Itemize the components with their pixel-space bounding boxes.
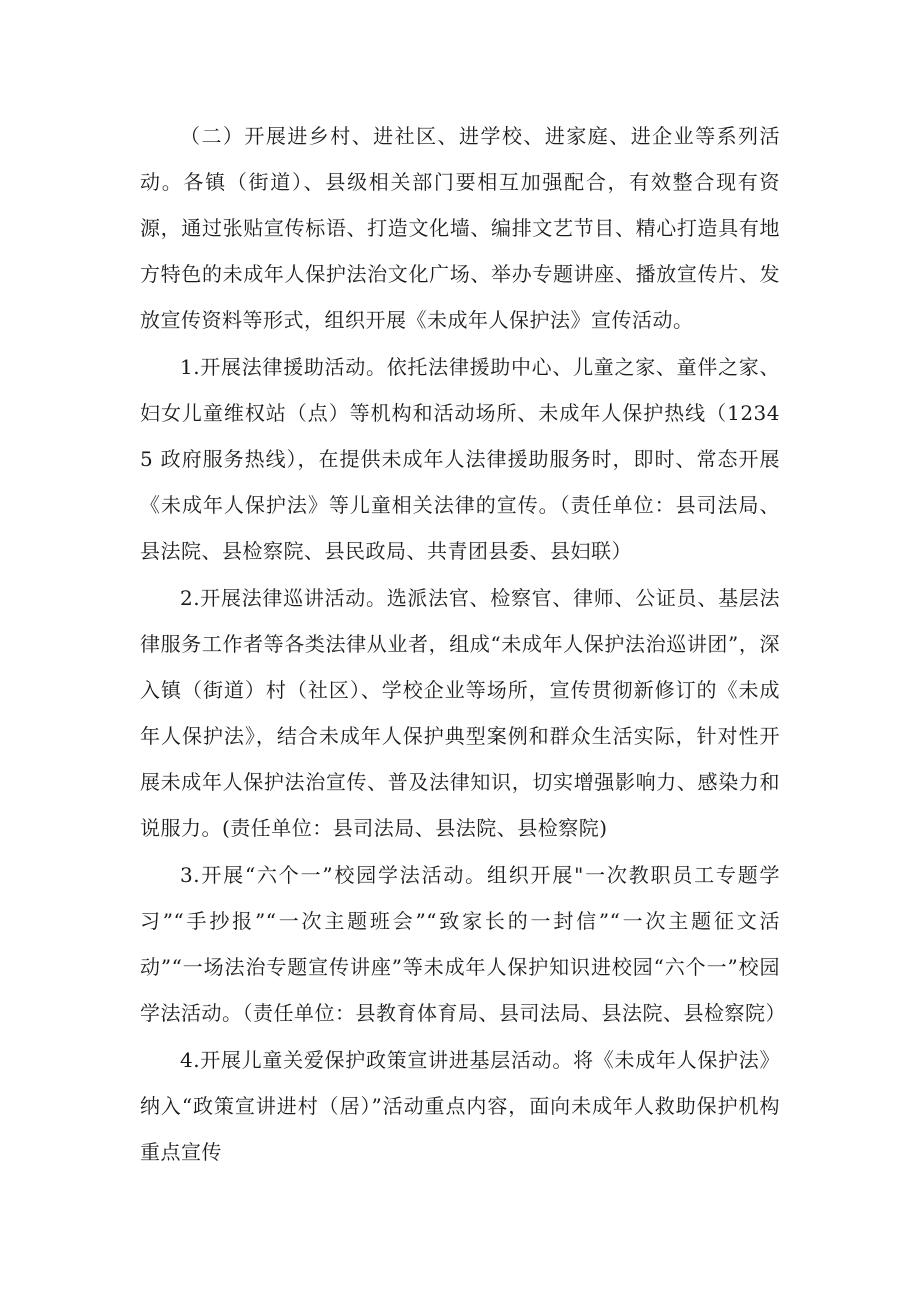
paragraph-section-two: （二）开展进乡村、进社区、进学校、进家庭、进企业等系列活动。各镇（街道）、县级相关部门要相互加强配合，有效整合现有资源，通过张贴宣传标语、打造文化墙、编排文艺节目、精心打造具有地方特色的未成年人保护法治文化广场、举办专题讲座、播放宣传片、发放宣传资料等形式，组织开展《未成年人保护法》宣传活动。 bbox=[140, 124, 780, 332]
paragraph-item-3: 3.开展“六个一”校园学法活动。组织开展"一次教职员工专题学习”“手抄报”“一次主题班会”“致家长的一封信”“一次主题征文活动”“一场法治专题宣传讲座”等未成年人保护知识进校园“六个一”校园学法活动。（责任单位：县教育体育局、县司法局、县法院、县检察院） bbox=[140, 863, 786, 1025]
paragraph-item-2: 2.开展法律巡讲活动。选派法官、检察官、律师、公证员、基层法律服务工作者等各类法律从业者，组成“未成年人保护法治巡讲团”，深入镇（街道）村（社区）、学校企业等场所，宣传贯彻新修订的《未成年人保护法》，结合未成年人保护典型案例和群众生活实际，针对性开展未成年人保护法治宣传、普及法律知识，切实增强影响力、感染力和说服力。(责任单位：县司法局、县法院、县检察院) bbox=[140, 586, 780, 840]
paragraph-item-1: 1.开展法律援助活动。依托法律援助中心、儿童之家、童伴之家、妇女儿童维权站（点）等机构和活动场所、未成年人保护热线（12345 政府服务热线），在提供未成年人法律援助服务时，即时、常态开展《未成年人保护法》等儿童相关法律的宣传。（责任单位：县司法局、县法院、县检察院、县民政局、共青团县委、县妇联） bbox=[140, 355, 780, 563]
document-body bbox=[140, 113, 786, 1176]
paragraph-item-4: 4.开展儿童关爱保护政策宣讲进基层活动。将《未成年人保护法》纳入“政策宣讲进村（居）”活动重点内容，面向未成年人救助保护机构重点宣传 bbox=[140, 1048, 780, 1164]
